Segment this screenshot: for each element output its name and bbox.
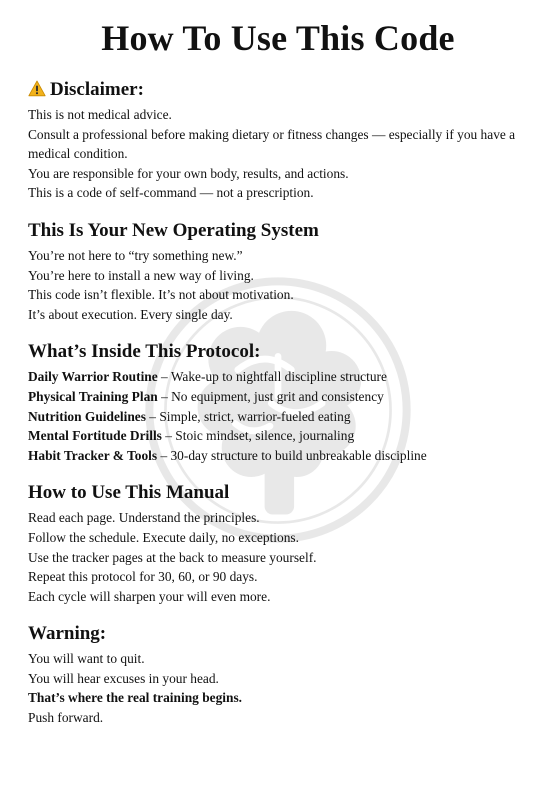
disclaimer-line: This is a code of self-command — not a prescription. <box>28 185 314 201</box>
protocol-item <box>28 426 528 446</box>
operating-system-line: This code isn’t flexible. It’s not about motivation. <box>28 287 294 303</box>
manual-usage-heading: How to Use This Manual <box>28 482 230 504</box>
disclaimer-section <box>28 79 528 203</box>
protocol-item-name: Daily Warrior Routine <box>28 369 158 385</box>
manual-usage-line: Use the tracker pages at the back to measure yourself. <box>28 549 317 565</box>
disclaimer-line: You are responsible for your own body, results, and actions. <box>28 165 349 181</box>
disclaimer-heading <box>28 79 528 101</box>
protocol-item <box>28 446 528 466</box>
manual-usage-section <box>28 482 528 606</box>
protocol-item-name: Habit Tracker & Tools <box>28 447 158 463</box>
manual-usage-line: Follow the schedule. Execute daily, no exceptions. <box>28 529 299 545</box>
document-page <box>28 16 528 728</box>
protocol-item <box>28 407 528 427</box>
protocol-contents-heading: What’s Inside This Protocol: <box>28 341 261 363</box>
operating-system-line: You’re not here to “try something new.” <box>28 247 243 263</box>
protocol-item-desc: – Stoic mindset, silence, journaling <box>161 428 355 444</box>
warning-line: You will hear excuses in your head. <box>28 670 219 686</box>
warning-bold-text: That’s where the real training begins. <box>28 690 243 706</box>
disclaimer-heading-text: Disclaimer: <box>50 79 144 100</box>
operating-system-section <box>28 220 528 324</box>
protocol-item-desc: – Wake-up to nightfall discipline structure <box>157 369 387 385</box>
manual-usage-line: Repeat this protocol for 30, 60, or 90 days. <box>28 569 258 585</box>
disclaimer-line: This is not medical advice. <box>28 107 172 122</box>
operating-system-line: You’re here to install a new way of living. <box>28 267 254 283</box>
warning-bold-line <box>28 688 528 708</box>
protocol-item-desc: – No equipment, just grit and consistency <box>157 388 384 404</box>
protocol-item <box>28 367 528 387</box>
protocol-item-name: Mental Fortitude Drills <box>28 428 162 444</box>
warning-line: You will want to quit. <box>28 651 145 667</box>
manual-usage-line: Each cycle will sharpen your will even more. <box>28 588 271 604</box>
protocol-item <box>28 387 528 407</box>
operating-system-heading: This Is Your New Operating System <box>28 219 319 241</box>
protocol-item-name: Physical Training Plan <box>28 388 158 404</box>
warning-heading: Warning: <box>28 623 107 645</box>
warning-final-line: Push forward. <box>28 710 104 726</box>
protocol-contents-section <box>28 341 528 465</box>
page-title: How To Use This Code <box>101 18 455 58</box>
protocol-item-desc: – Simple, strict, warrior-fueled eating <box>145 408 351 424</box>
operating-system-line: It’s about execution. Every single day. <box>28 306 233 322</box>
disclaimer-line: Consult a professional before making dietary or fitness changes — especially if you have a medical condition. <box>28 126 516 162</box>
protocol-item-desc: – 30-day structure to build unbreakable discipline <box>157 447 427 463</box>
manual-usage-line: Read each page. Understand the principles. <box>28 510 260 526</box>
protocol-item-name: Nutrition Guidelines <box>28 408 146 424</box>
warning-section <box>28 623 528 727</box>
warning-icon <box>28 80 46 97</box>
